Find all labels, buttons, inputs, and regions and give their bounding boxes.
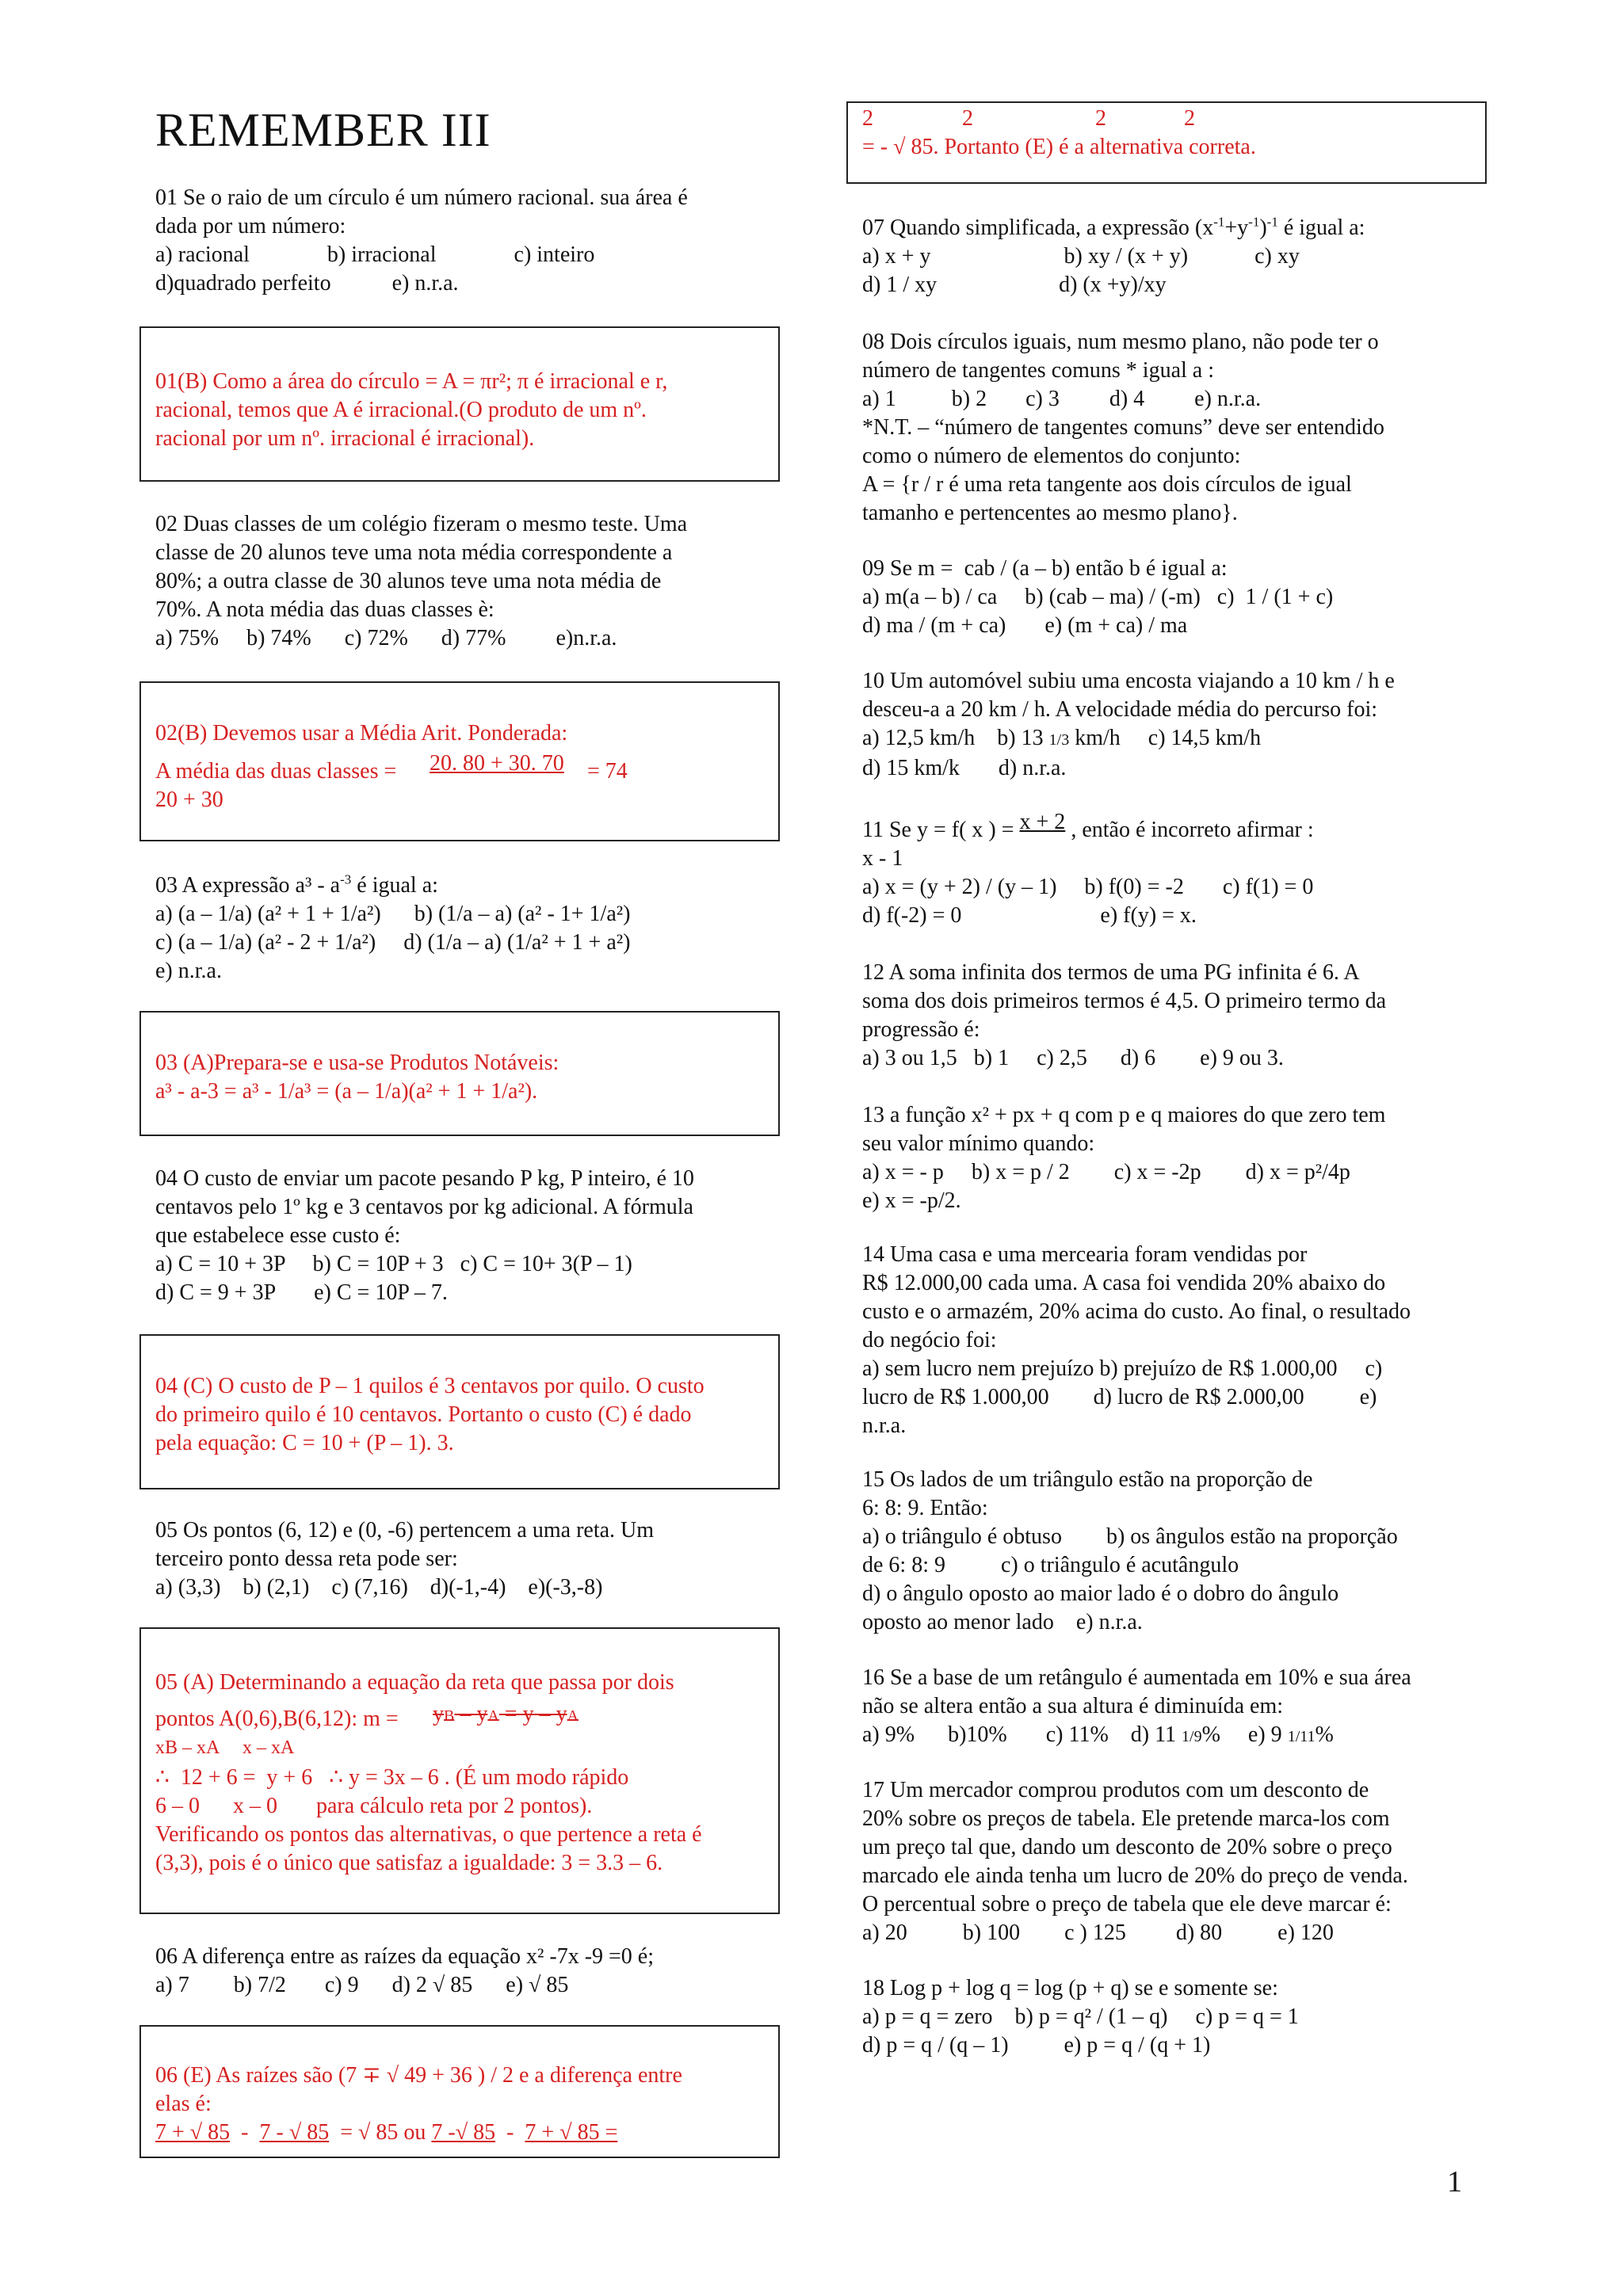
question-08-line: tamanho e pertencentes ao mesmo plano}. (862, 501, 1238, 525)
question-14-line: a) sem lucro nem prejuízo b) prejuízo de R$ 1.000,00 c) (862, 1356, 1383, 1381)
answer-05-subscript: A (567, 1707, 579, 1725)
question-15 (862, 1466, 1488, 1637)
question-05-line: terceiro ponto dessa reta pode ser: (155, 1547, 458, 1571)
question-12-line: progressão é: (862, 1017, 980, 1042)
question-09-line: a) m(a – b) / ca b) (cab – ma) / (-m) c) 1 / (1 + c) (862, 585, 1334, 609)
answer-05-slope-formula (433, 1700, 579, 1730)
question-18-line: d) p = q / (q – 1) e) p = q / (q + 1) (862, 2033, 1211, 2058)
answer-01-box (139, 326, 780, 482)
question-14 (862, 1241, 1488, 1440)
question-01-line: d)quadrado perfeito e) n.r.a. (155, 271, 459, 296)
question-16-text: % e) 9 (1201, 1722, 1288, 1747)
question-11-text: , então é incorreto afirmar : (1065, 818, 1314, 842)
question-04-line: 04 O custo de enviar um pacote pesando P kg, P inteiro, é 10 (155, 1166, 694, 1191)
question-11-text: 11 Se y = f( x ) = (862, 818, 1020, 842)
question-17-line: a) 20 b) 100 c ) 125 d) 80 e) 120 (862, 1920, 1334, 1945)
page-number: 1 (1447, 2165, 1462, 2199)
question-06-line: a) 7 b) 7/2 c) 9 d) 2 √ 85 e) √ 85 (155, 1973, 569, 1997)
question-15-line: oposto ao menor lado e) n.r.a. (862, 1610, 1143, 1634)
question-07-text: ) (1259, 215, 1267, 240)
question-11-line: a) x = (y + 2) / (y – 1) b) f(0) = -2 c) f(1) = 0 (862, 875, 1314, 899)
question-01-line: dada por um número: (155, 214, 346, 238)
answer-06-line: elas é: (155, 2092, 212, 2116)
question-17-line: 20% sobre os preços de tabela. Ele pretende marca-los com (862, 1806, 1390, 1831)
question-10-text: a) 12,5 km/h b) 13 (862, 726, 1049, 750)
question-15-line: 6: 8: 9. Então: (862, 1496, 988, 1520)
question-09-line: 09 Se m = cab / (a – b) então b é igual a: (862, 556, 1228, 581)
answer-02-line: A média das duas classes = (155, 759, 403, 784)
question-15-line: de 6: 8: 9 c) o triângulo é acutângulo (862, 1553, 1239, 1577)
question-16-fraction: 1/9 (1182, 1728, 1202, 1745)
question-17-line: O percentual sobre o preço de tabela que ele deve marcar é: (862, 1892, 1392, 1917)
question-07-text: +y (1224, 215, 1249, 240)
answer-06-line: 06 (E) As raízes são (7 ∓ √ 49 + 36 ) / 2 e a diferença entre (155, 2063, 682, 2088)
question-03-text: é igual a: (351, 873, 438, 898)
answer-04-box (139, 1334, 780, 1489)
question-09 (862, 555, 1488, 640)
answer-05-line: ∴ 12 + 6 = y + 6 ∴ y = 3x – 6 . (É um modo rápido (155, 1765, 629, 1790)
question-14-line: custo e o armazém, 20% acima do custo. Ao final, o resultado (862, 1299, 1411, 1324)
answer-05-subscript: A (487, 1707, 499, 1725)
answer-05-line: 05 (A) Determinando a equação da reta que passa por dois (155, 1670, 674, 1695)
question-11-line (862, 810, 1488, 845)
question-04-line: centavos pelo 1º kg e 3 centavos por kg adicional. A fórmula (155, 1195, 693, 1219)
question-07-line: d) 1 / xy d) (x +y)/xy (862, 273, 1167, 297)
question-03 (155, 871, 781, 986)
question-10-line: d) 15 km/k d) n.r.a. (862, 756, 1067, 780)
answer-05-symbol: – y (454, 1702, 488, 1726)
question-02 (155, 510, 781, 653)
answer-04-line: pela equação: C = 10 + (P – 1). 3. (155, 1431, 454, 1455)
answer-03-box (139, 1011, 780, 1136)
answer-02-fraction-numerator: 20. 80 + 30. 70 (430, 751, 564, 776)
question-16-line (862, 1721, 1488, 1751)
question-03-exponent: -3 (340, 871, 352, 887)
answer-06-term: 7 + √ 85 (525, 2120, 600, 2145)
question-11-line: d) f(-2) = 0 e) f(y) = x. (862, 903, 1197, 928)
answer-06-operator: = √ 85 ou (329, 2120, 432, 2145)
question-03-line: a) (a – 1/a) (a² + 1 + 1/a²) b) (1/a – a) (a² - 1+ 1/a²) (155, 902, 631, 926)
question-17 (862, 1776, 1488, 1947)
answer-02-box (139, 681, 780, 841)
answer-05-line: xB – xA x – xA (155, 1737, 295, 1758)
answer-06-line (155, 2119, 773, 2147)
answer-05-symbol: y (433, 1702, 444, 1726)
question-02-line: a) 75% b) 74% c) 72% d) 77% e)n.r.a. (155, 626, 617, 650)
question-16-text: a) 9% b)10% c) 11% d) 11 (862, 1722, 1182, 1747)
answer-01-line: racional, temos que A é irracional.(O produto de um nº. (155, 398, 647, 422)
question-01-line: 01 Se o raio de um círculo é um número racional. sua área é (155, 185, 688, 210)
question-07-exponent: -1 (1266, 214, 1278, 230)
question-08-line: *N.T. – “número de tangentes comuns” deve ser entendido (862, 415, 1384, 440)
question-14-line: 14 Uma casa e uma mercearia foram vendidas por (862, 1242, 1308, 1267)
question-01-line: a) racional b) irracional c) inteiro (155, 242, 595, 267)
question-16-line: 16 Se a base de um retângulo é aumentada em 10% e sua área (862, 1665, 1411, 1690)
question-02-line: 70%. A nota média das duas classes è: (155, 597, 495, 622)
question-18-line: 18 Log p + log q = log (p + q) se e somente se: (862, 1976, 1278, 2000)
question-18-line: a) p = q = zero b) p = q² / (1 – q) c) p = q = 1 (862, 2004, 1299, 2029)
question-03-line (155, 871, 781, 900)
question-11 (862, 810, 1488, 930)
question-13-line: seu valor mínimo quando: (862, 1131, 1095, 1156)
answer-02-fraction-denominator: 20 + 30 (155, 788, 223, 812)
question-13-line: 13 a função x² + px + q com p e q maiores do que zero tem (862, 1103, 1386, 1127)
question-17-line: marcado ele ainda tenha um lucro de 20% do preço de venda. (862, 1863, 1408, 1888)
answer-05-line: (3,3), pois é o único que satisfaz a igualdade: 3 = 3.3 – 6. (155, 1851, 663, 1875)
question-15-line: d) o ângulo oposto ao maior lado é o dobro do ângulo (862, 1581, 1339, 1606)
question-11-fraction-denominator: x - 1 (862, 846, 903, 871)
question-03-text: 03 A expressão a³ - a (155, 873, 341, 898)
question-06-line: 06 A diferença entre as raízes da equação x² -7x -9 =0 é; (155, 1944, 655, 1969)
question-10-line: desceu-a a 20 km / h. A velocidade média do percurso foi: (862, 697, 1378, 722)
question-16-line: não se altera então a sua altura é diminuída em: (862, 1694, 1284, 1718)
question-04 (155, 1165, 781, 1307)
question-18 (862, 1974, 1488, 2060)
question-02-line: 80%; a outra classe de 30 alunos teve uma nota média de (155, 569, 662, 593)
continuation-line: = - √ 85. Portanto (E) é a alternativa correta. (862, 135, 1256, 159)
question-08 (862, 328, 1488, 528)
answer-06-continuation-box (846, 101, 1487, 184)
answer-06-operator: - (495, 2120, 525, 2145)
question-08-line: número de tangentes comuns * igual a : (862, 358, 1214, 383)
question-09-line: d) ma / (m + ca) e) (m + ca) / ma (862, 613, 1188, 638)
question-05 (155, 1516, 781, 1602)
question-16-text: % (1315, 1722, 1334, 1747)
question-10 (862, 667, 1488, 783)
answer-06-term: 7 -√ 85 (431, 2120, 496, 2145)
answer-05-subscript: B (444, 1707, 455, 1725)
question-15-line: a) o triângulo é obtuso b) os ângulos estão na proporção (862, 1524, 1398, 1549)
question-08-line: 08 Dois círculos iguais, num mesmo plano, não pode ter o (862, 330, 1379, 354)
question-14-line: n.r.a. (862, 1413, 907, 1438)
answer-06-operator: - (230, 2120, 260, 2145)
question-12-line: a) 3 ou 1,5 b) 1 c) 2,5 d) 6 e) 9 ou 3. (862, 1046, 1284, 1070)
question-14-line: do negócio foi: (862, 1328, 997, 1352)
question-17-line: um preço tal que, dando um desconto de 20% sobre o preço (862, 1835, 1392, 1859)
answer-05-symbol: = (498, 1702, 523, 1726)
question-15-line: 15 Os lados de um triângulo estão na proporção de (862, 1467, 1313, 1492)
question-07-line (862, 214, 1488, 242)
question-07-exponent: -1 (1248, 214, 1260, 230)
question-04-line: d) C = 9 + 3P e) C = 10P – 7. (155, 1280, 448, 1305)
answer-06-term: 7 - √ 85 (259, 2120, 330, 2145)
answer-02-result: = 74 (582, 759, 628, 784)
question-07 (862, 214, 1488, 299)
question-03-line: e) n.r.a. (155, 959, 222, 983)
question-10-line: 10 Um automóvel subiu uma encosta viajando a 10 km / h e (862, 669, 1395, 693)
answer-06-operator: = (599, 2120, 618, 2145)
page-title: REMEMBER III (155, 104, 491, 156)
question-03-line: c) (a – 1/a) (a² - 2 + 1/a²) d) (1/a – a) (1/a² + 1 + a²) (155, 930, 631, 955)
question-07-exponent: -1 (1213, 214, 1225, 230)
question-12 (862, 959, 1488, 1073)
question-04-line: que estabelece esse custo é: (155, 1223, 401, 1248)
question-07-text: é igual a: (1277, 215, 1365, 240)
answer-06-term: 7 + √ 85 (155, 2120, 231, 2145)
question-02-line: 02 Duas classes de um colégio fizeram o mesmo teste. Uma (155, 512, 688, 536)
question-12-line: 12 A soma infinita dos termos de uma PG infinita é 6. A (862, 960, 1360, 985)
answer-04-line: do primeiro quilo é 10 centavos. Portanto o custo (C) é dado (155, 1402, 692, 1427)
answer-06-box (139, 2025, 780, 2158)
question-13-line: e) x = -p/2. (862, 1188, 961, 1213)
answer-03-line: 03 (A)Prepara-se e usa-se Produtos Notáveis: (155, 1051, 559, 1075)
answer-05-line: pontos A(0,6),B(6,12): m = (155, 1707, 404, 1731)
question-14-line: R$ 12.000,00 cada uma. A casa foi vendida 20% abaixo do (862, 1271, 1386, 1295)
question-08-line: como o número de elementos do conjunto: (862, 444, 1241, 468)
question-10-line (862, 724, 1488, 754)
answer-01-line: 01(B) Como a área do círculo = A = πr²; π é irracional e r, (155, 369, 668, 394)
answer-05-symbol: y – y (522, 1702, 567, 1726)
question-02-line: classe de 20 alunos teve uma nota média correspondente a (155, 540, 673, 565)
question-16 (862, 1664, 1488, 1751)
question-14-line: lucro de R$ 1.000,00 d) lucro de R$ 2.000,00 e) (862, 1385, 1377, 1409)
question-06 (155, 1943, 781, 2000)
question-04-line: a) C = 10 + 3P b) C = 10P + 3 c) C = 10+ 3(P – 1) (155, 1252, 632, 1276)
answer-02-line: 02(B) Devemos usar a Média Arit. Ponderada: (155, 721, 568, 746)
question-16-fraction: 1/11 (1287, 1728, 1316, 1745)
question-08-line: A = {r / r é uma reta tangente aos dois círculos de igual (862, 472, 1352, 497)
continuation-line: 2 2 2 2 (862, 106, 1195, 131)
answer-05-line: 6 – 0 x – 0 para cálculo reta por 2 pontos). (155, 1794, 593, 1818)
question-13-line: a) x = - p b) x = p / 2 c) x = -2p d) x = p²/4p (862, 1160, 1350, 1184)
question-01 (155, 184, 781, 298)
question-11-fraction-numerator: x + 2 (1019, 810, 1066, 834)
question-12-line: soma dos dois primeiros termos é 4,5. O primeiro termo da (862, 989, 1386, 1013)
question-10-fraction: 1/3 (1048, 731, 1070, 749)
question-05-line: a) (3,3) b) (2,1) c) (7,16) d)(-1,-4) e)(-3,-8) (155, 1575, 603, 1600)
question-13 (862, 1101, 1488, 1215)
answer-01-line: racional por um nº. irracional é irracional). (155, 426, 535, 451)
answer-04-line: 04 (C) O custo de P – 1 quilos é 3 centavos por quilo. O custo (155, 1374, 705, 1398)
question-07-line: a) x + y b) xy / (x + y) c) xy (862, 244, 1300, 269)
answer-05-line: Verificando os pontos das alternativas, o que pertence a reta é (155, 1822, 702, 1847)
answer-03-line: a³ - a-3 = a³ - 1/a³ = (a – 1/a)(a² + 1 + 1/a²). (155, 1079, 538, 1104)
question-07-text: 07 Quando simplificada, a expressão (x (862, 215, 1214, 240)
question-05-line: 05 Os pontos (6, 12) e (0, -6) pertencem a uma reta. Um (155, 1518, 655, 1543)
question-08-line: a) 1 b) 2 c) 3 d) 4 e) n.r.a. (862, 387, 1262, 411)
answer-05-box (139, 1627, 780, 1914)
question-17-line: 17 Um mercador comprou produtos com um desconto de (862, 1778, 1369, 1802)
question-10-text: km/h c) 14,5 km/h (1069, 726, 1262, 750)
